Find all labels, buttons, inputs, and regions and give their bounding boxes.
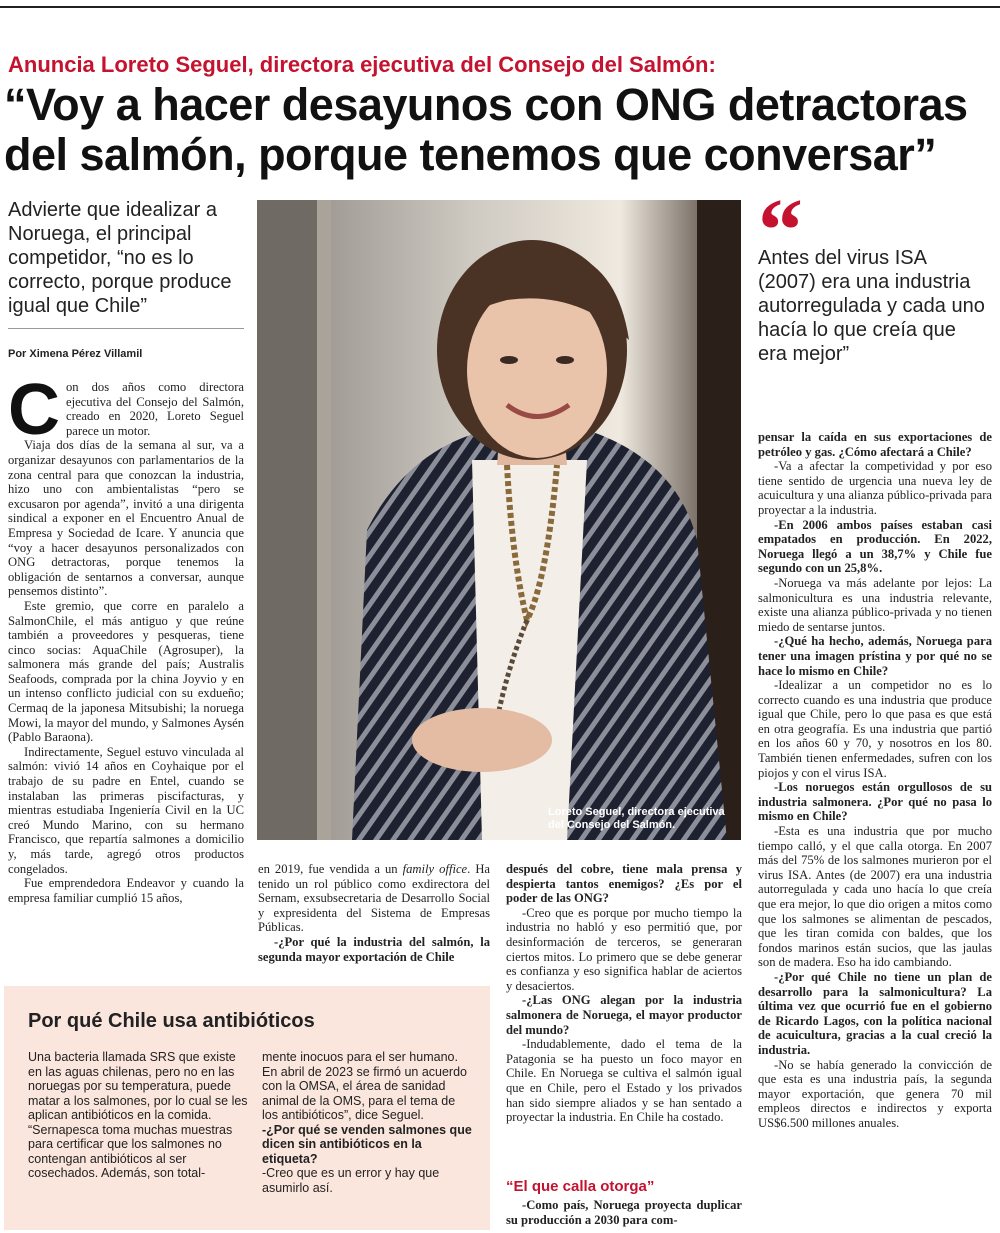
top-rule [0,6,1000,8]
byline: Por Ximena Pérez Villamil [8,348,143,360]
question: después del cobre, tiene mala prensa y despierta tantos enemigos? ¿Es por el poder de las ONG? [506,862,742,906]
sidebar-question: -¿Por qué se venden salmones que dicen sin antibióticos en la etiqueta? [262,1122,472,1166]
photo-caption: Loreto Seguel, directora ejecutiva del Consejo del Salmón. [548,806,725,831]
portrait-photo [257,200,741,840]
headline: “Voy a hacer desayunos con ONG detractoras del salmón, porque tenemos que conversar” [4,79,968,180]
deck: Advierte que idealizar a Noruega, el principal competidor, “no es lo correcto, porque produce igual que Chile” [8,199,232,317]
question: -¿Qué ha hecho, además, Noruega para tener una imagen prístina y por qué no se hace lo mismo en Chile? [758,634,992,678]
kicker: Anuncia Loreto Seguel, directora ejecutiva del Consejo del Salmón: [8,52,716,77]
sidebar-paragraph: Una bacteria llamada SRS que existe en las aguas chilenas, pero no en las noruegas por su temperatura, puede matar a los salmones, por lo cual se les aplican antibióticos en la comida. [28,1050,248,1122]
drop-cap: C [8,370,60,450]
answer: -No se había generado la convicción de que esta es una industria país, la segunda mayor exportación, que genera 70 mil empleos directos e indirectos y exporta US$6.500 millones anuales. [758,1057,992,1130]
paragraph: Indirectamente, Seguel estuvo vinculada al salmón: vivió 14 años en Coyhaique por el trabajo de su padre en Entel, cuando se instalaban las primeras piscifacturas, y mientras estudiaba Ingeniería Civil en la UC creó Mundo Marino, con su hermano Francisco, que repartía salmones a domicilio y, más tarde, agregó otros productos congelados. [8,744,244,876]
paragraph-text: . Ha tenido un rol público como exdirectora del Sernam, exsubsecretaria de Desarrollo Social y expresidenta del Sistema de Empresas Públicas. [258,862,491,935]
article-column-3-end [506,1198,742,1227]
sidebar-answer: -Creo que es un error y hay que asumirlo así. [262,1166,440,1195]
question: -En 2006 ambos países estaban casi empatados en producción. En 2022, Noruega llegó a un 38,7% y Chile fue segundo con un 25,8%. [758,517,992,576]
sidebar-title: Por qué Chile usa antibióticos [28,1010,315,1032]
pull-quote: Antes del virus ISA (2007) era una industria autorregulada y cada uno hacía lo que creía que era mejor” [758,247,985,365]
paragraph: Viaja dos días de la semana al sur, va a organizar desayunos con parlamentarios de la zona central para que conozcan la industria, hizo uno con ambientalistas “pero se excusaron por agenda”, invitó a una dirigenta sindical a exponer en el Encuentro Anual de Empresa y Sociedad de Icare. Y anuncia que “voy a hacer desayunos personalizados con ONG detractoras, porque tenemos la obligación de sentarnos a conversar, aunque pensemos distinto”. [8,438,244,599]
answer: -Noruega va más adelante por lejos: La salmonicultura es una industria relevante, existe una alianza público-privada y no tienen miedo de sentarse juntos. [758,575,992,634]
sidebar-column-1 [28,1050,248,1181]
question: -¿Por qué Chile no tiene un plan de desarrollo para la salmonicultura? La última vez que ocurrió fue en el gobierno de Ricardo Lagos, con la política nacional de acuicultura, gracias a la cual creció la industria. [758,969,992,1057]
paragraph: Este gremio, que corre en paralelo a SalmonChile, el más antiguo y que reúne también a proveedores y pesqueras, tiene cinco socias: AquaChile (Agrosuper), la salmonera más grande del país; Australis Seafoods, comprada por la china Joyvio y en un intenso conflicto judicial con su exdueño; Cermaq de la japonesa Mitsubishi; la noruega Mowi, la mayor del mundo, y Salmones Aysén (Pablo Baraona). [8,598,244,745]
paragraph: Fue emprendedora Endeavor y cuando la empresa familiar cumplió 15 años, [8,876,244,905]
question: -¿Por qué la industria del salmón, la segunda mayor exportación de Chile [258,934,490,964]
sidebar-column-2 [262,1050,472,1195]
quote-mark-icon: “ [758,181,803,280]
italic-term: family office [402,862,468,876]
deck-divider [8,328,244,329]
question: -Los noruegos están orgullosos de su industria salmonera. ¿Por qué no pasa lo mismo en Chile? [758,780,992,824]
paragraph: on dos años como directora ejecutiva del Consejo del Salmón, creado en 2020, Loreto Seguel parece un motor. [66,380,244,438]
article-column-1 [8,370,244,905]
paragraph-text: en 2019, fue vendida a un [258,862,403,876]
answer: -Indudablemente, dado el tema de la Patagonia se ha puesto un foco mayor en Chile. En Noruega se cultiva el salmón igual que en Chile, pero el Estado y los privados han sido siempre aliados y se han sentado a proyectar la industria. En Chile ha costado. [506,1037,742,1125]
sidebar-paragraph: mente inocuos para el ser humano. En abril de 2023 se firmó un acuerdo con la OMSA, el área de sanidad animal de la OMS, para el tema de los antibióticos”, dice Seguel. [262,1050,467,1122]
answer: -Va a afectar la competividad y por eso tiene sentido de urgencia una nueva ley de acuicultura y una alianza público-privada para proyectar a la industria. [758,459,992,517]
article-column-2 [258,862,490,964]
portrait-illustration [257,200,741,840]
question: -Como país, Noruega proyecta duplicar su producción a 2030 para com- [506,1198,742,1227]
section-subhead: “El que calla otorga” [506,1178,655,1195]
answer: -Idealizar a un competidor no es lo correcto cuando es una industria que produce igual que Chile, pero lo que pasa es que está en otra geografía. Es una industria que partió en los años 60 y 70, y nosotros en los 80. También tienen enfermedades, sufren con los piojos y con el virus ISA. [758,678,992,780]
answer: -Esta es una industria que por mucho tiempo calló, y el que calla otorga. En 2007 más del 75% de los salmones murieron por el virus ISA. Antes (de 2007) era una industria autorregulada y cada uno hacía lo que creía que era mejor, lo que dio origen a mitos como que los salmones se alimentan de pescados, que les tiran comida con baldes, que los fondos marinos están sucios, que las jaulas son de madera. Eso ha ido cambiando. [758,824,992,970]
article-column-3 [506,862,742,1125]
question: pensar la caída en sus exportaciones de petróleo y gas. ¿Cómo afectará a Chile? [758,430,992,459]
answer: -Creo que es porque por mucho tiempo la industria no habló y eso permitió que, por desinformación de terceros, se generaran ciertos mitos. Lo primero que se debe generar es confianza y eso significa hablar de aciertos y desaciertos. [506,905,742,993]
sidebar-paragraph: “Sernapesca toma muchas muestras para certificar que los salmones no contengan antibióticos al ser cosechados. Además, son total- [28,1122,233,1180]
question: -¿Las ONG alegan por la industria salmonera de Noruega, el mayor productor del mundo? [506,993,742,1037]
article-column-4 [758,430,992,1131]
paragraph [258,862,490,935]
